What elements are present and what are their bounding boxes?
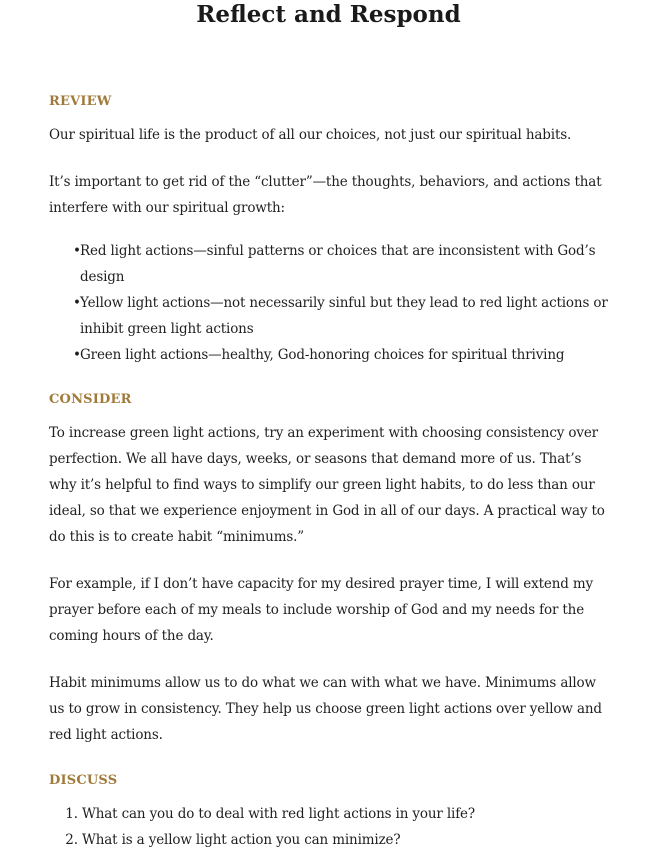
question-item-2: 2. What is a yellow light action you can minimize? bbox=[82, 827, 611, 853]
discuss-section bbox=[49, 769, 611, 853]
bullet-item-yellow: •Yellow light actions—not necessarily sinful but they lead to red light actions or inhibit green light actions bbox=[67, 290, 611, 342]
bullet-marker: • bbox=[73, 347, 81, 363]
discuss-heading: DISCUSS bbox=[49, 773, 118, 788]
consider-heading: CONSIDER bbox=[49, 392, 132, 407]
consider-section bbox=[49, 388, 611, 748]
discuss-question-list bbox=[49, 801, 611, 853]
review-paragraph-2: It’s important to get rid of the “clutter”—the thoughts, behaviors, and actions that interfere with our spiritual growth: bbox=[49, 174, 602, 216]
bullet-item-red: •Red light actions—sinful patterns or choices that are inconsistent with God’s design bbox=[67, 238, 611, 290]
consider-paragraph-1: To increase green light actions, try an experiment with choosing consistency over perfection. We all have days, weeks, or seasons that demand more of us. That’s why it’s helpful to find ways to simplify our green light habits, to do less than our ideal, so that we experience enjoyment in God in all of our days. A practical way to do this is to create habit “minimums.” bbox=[49, 425, 605, 545]
review-bullet-list bbox=[49, 238, 611, 368]
consider-paragraph-2: For example, if I don’t have capacity for my desired prayer time, I will extend my prayer before each of my meals to include worship of God and my needs for the coming hours of the day. bbox=[49, 576, 594, 644]
page-title: Reflect and Respond bbox=[196, 1, 461, 28]
review-paragraph-1: Our spiritual life is the product of all our choices, not just our spiritual habits. bbox=[49, 127, 572, 143]
content bbox=[49, 90, 611, 853]
review-section bbox=[49, 90, 611, 368]
bullet-marker: • bbox=[73, 243, 81, 259]
consider-paragraph-3: Habit minimums allow us to do what we can with what we have. Minimums allow us to grow in consistency. They help us choose green light actions over yellow and red light actions. bbox=[49, 675, 602, 743]
question-item-1: 1. What can you do to deal with red light actions in your life? bbox=[82, 801, 611, 827]
bullet-item-green: •Green light actions—healthy, God-honoring choices for spiritual thriving bbox=[67, 342, 611, 368]
bullet-marker: • bbox=[73, 295, 81, 311]
review-heading: REVIEW bbox=[49, 94, 112, 109]
